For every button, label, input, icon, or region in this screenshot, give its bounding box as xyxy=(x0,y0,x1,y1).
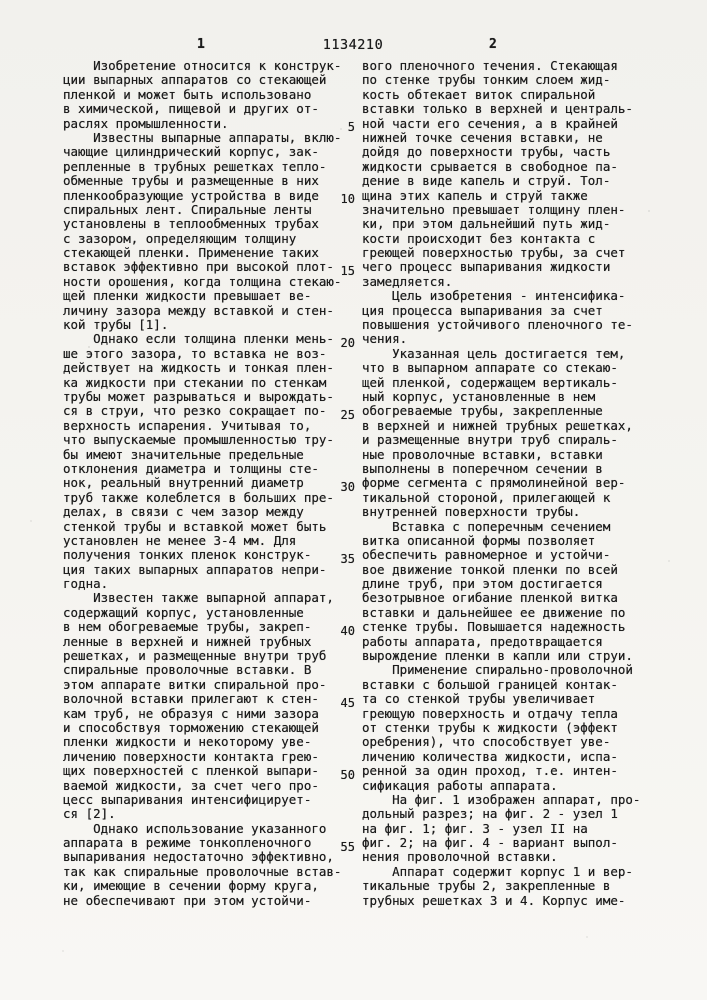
text-line: этом аппарате витки спиральной про- xyxy=(63,676,327,692)
text-line: нения проволочной вставки. xyxy=(362,849,558,865)
text-line: спиральных лент. Спиральные ленты xyxy=(63,201,312,217)
text-line: обеспечить равномерное и устойчи- xyxy=(362,547,611,563)
text-line: выпаривания недостаточно эффективно, xyxy=(63,849,334,865)
text-line: ваемой жидкости, за счет чего про- xyxy=(63,777,319,793)
patent-number: 1134210 xyxy=(322,37,384,53)
text-line: содержащий корпус, установленные xyxy=(63,604,304,620)
text-line: Однако использование указанного xyxy=(63,820,327,836)
text-line: та со стенкой трубы увеличивает xyxy=(362,691,596,707)
text-line: решетках, и размещенные внутри труб xyxy=(63,648,327,664)
text-line: и способствуя торможению стекающей xyxy=(63,719,319,735)
text-line: ся [2]. xyxy=(63,806,116,822)
text-line: по стенке трубы тонким слоем жид- xyxy=(362,72,611,88)
text-line: вставок эффективно при высокой плот- xyxy=(63,259,334,275)
text-line: волочной вставки прилегают к стен- xyxy=(63,691,319,707)
text-line: вого пленочного течения. Стекающая xyxy=(362,58,618,73)
text-line: ки, при этом дальнейший путь жид- xyxy=(362,216,611,232)
text-line: внутренней поверхности трубы. xyxy=(362,504,581,520)
text-line: годна. xyxy=(63,576,109,592)
text-line: ция процесса выпаривания за счет xyxy=(362,302,603,318)
text-line: форме сегмента с прямолинейной вер- xyxy=(362,475,626,491)
text-line: Цель изобретения - интенсифика- xyxy=(362,288,626,304)
text-line: витка описанной формы позволяет xyxy=(362,532,596,548)
line-number: 25 xyxy=(340,407,355,422)
text-line: Однако если толщина пленки мень- xyxy=(63,331,334,347)
text-line: бы имеют значительные предельные xyxy=(63,446,304,462)
text-line: установлены в теплообменных трубах xyxy=(63,216,319,232)
scan-speckles xyxy=(0,0,2,2)
text-line: дольный разрез; на фиг. 2 - узел 1 xyxy=(362,806,618,822)
text-line: спиральные проволочные вставки. В xyxy=(63,662,312,678)
text-line: отклонения диаметра и толщины сте- xyxy=(63,460,319,476)
text-line: обменные трубы и размещенные в них xyxy=(63,173,319,189)
text-line: ше этого зазора, то вставка не воз- xyxy=(63,345,327,361)
line-number: 35 xyxy=(340,551,355,566)
text-line: обогреваемые трубы, закрепленные xyxy=(362,403,603,419)
text-line: ный корпус, установленные в нем xyxy=(362,388,596,404)
line-number: 20 xyxy=(340,335,355,350)
text-line: трубы может разрываться и вырождать- xyxy=(63,388,334,404)
text-line: Указанная цель достигается тем, xyxy=(362,345,626,361)
column-number-right: 2 xyxy=(489,37,497,52)
text-line: вырождение пленки в капли или струи. xyxy=(362,648,633,664)
text-line: раслях промышленности. xyxy=(63,115,229,131)
text-line: щей пленкой, содержащем вертикаль- xyxy=(362,374,618,390)
text-line: ции выпарных аппаратов со стекающей xyxy=(63,72,327,88)
text-line: с зазором, определяющим толщину xyxy=(63,230,297,246)
text-line: Применение спирально-проволочной xyxy=(362,662,633,678)
text-line: верхность испарения. Учитывая то, xyxy=(63,417,312,433)
text-line: кость обтекает виток спиральной xyxy=(362,86,596,102)
line-number: 50 xyxy=(340,767,355,782)
line-number: 40 xyxy=(340,623,355,638)
text-line: кости происходит без контакта с xyxy=(362,230,596,246)
line-number: 5 xyxy=(347,119,355,134)
text-line: щих поверхностей с пленкой выпари- xyxy=(63,763,319,779)
text-line: ности орошения, когда толщина стекаю- xyxy=(63,273,342,289)
text-line: фиг. 2; на фиг. 4 - вариант выпол- xyxy=(362,835,618,851)
text-line: Аппарат содержит корпус 1 и вер- xyxy=(362,863,633,879)
text-line: греющую поверхность и отдачу тепла xyxy=(362,705,618,721)
text-line: работы аппарата, предотвращается xyxy=(362,633,603,649)
text-line: тикальные трубы 2, закрепленные в xyxy=(362,878,611,894)
text-line: репленные в трубных решетках тепло- xyxy=(63,158,327,174)
text-line: греющей поверхностью трубы, за счет xyxy=(362,245,626,261)
text-line: ся в струи, что резко сокращает по- xyxy=(63,403,327,419)
text-line: замедляется. xyxy=(362,273,453,289)
text-line: так как спиральные проволочные встав- xyxy=(63,863,342,879)
text-line: чего процесс выпаривания жидкости xyxy=(362,259,611,275)
text-line: щей пленки жидкости превышает ве- xyxy=(63,288,312,304)
text-line: вставки только в верхней и централь- xyxy=(362,101,633,117)
text-line: значительно превышает толщину плен- xyxy=(362,201,626,217)
text-line: ленные в верхней и нижней трубных xyxy=(63,633,312,649)
text-line: пленки жидкости и некоторому уве- xyxy=(63,734,312,750)
text-line: вставки и дальнейшее ее движение по xyxy=(362,604,626,620)
text-line: Вставка с поперечным сечением xyxy=(362,518,611,534)
column-number-left: 1 xyxy=(197,37,205,52)
text-line: ция таких выпарных аппаратов непри- xyxy=(63,561,327,577)
column-left xyxy=(63,58,342,908)
text-line: кам труб, не образуя с ними зазора xyxy=(63,705,319,721)
text-line: от стенки трубы к жидкости (эффект xyxy=(362,719,618,735)
text-line: Изобретение относится к конструк- xyxy=(63,58,342,73)
text-line: получения тонких пленок конструк- xyxy=(63,547,312,563)
text-line: установлен не менее 3-4 мм. Для xyxy=(63,532,297,548)
text-line: действует на жидкость и тонкая плен- xyxy=(63,360,334,376)
line-number: 30 xyxy=(340,479,355,494)
text-line: пленкой и может быть использовано xyxy=(63,86,312,102)
text-line: что в выпарном аппарате со стекаю- xyxy=(362,360,618,376)
text-line: трубных решетках 3 и 4. Корпус име- xyxy=(362,892,626,908)
text-line: стекающей пленки. Применение таких xyxy=(63,245,319,261)
text-line: ренной за один проход, т.е. интен- xyxy=(362,763,618,779)
text-line: на фиг. 1; фиг. 3 - узел II на xyxy=(362,820,588,836)
text-line: оребрения), что способствует уве- xyxy=(362,734,611,750)
text-line: сификация работы аппарата. xyxy=(362,777,558,793)
text-line: щина этих капель и струй также xyxy=(362,187,588,203)
text-line: ные проволочные вставки, вставки xyxy=(362,446,603,462)
text-line: в химической, пищевой и других от- xyxy=(63,101,319,117)
text-line: длине труб, при этом достигается xyxy=(362,576,603,592)
text-line: личению количества жидкости, испа- xyxy=(362,748,618,764)
text-line: аппарата в режиме тонкопленочного xyxy=(63,835,312,851)
text-line: цесс выпаривания интенсифицирует- xyxy=(63,791,312,807)
text-line: стенке трубы. Повышается надежность xyxy=(362,619,626,635)
text-line: не обеспечивают при этом устойчи- xyxy=(63,892,312,908)
text-line: чающие цилиндрический корпус, зак- xyxy=(63,144,319,160)
text-line: ка жидкости при стекании по стенкам xyxy=(63,374,327,390)
line-number: 45 xyxy=(340,695,355,710)
text-line: в верхней и нижней трубных решетках, xyxy=(362,417,633,433)
line-number: 55 xyxy=(340,839,355,854)
text-line: вставки с большой границей контак- xyxy=(362,676,618,692)
line-number: 10 xyxy=(340,191,355,206)
text-line: повышения устойчивого пленочного те- xyxy=(362,317,633,333)
text-line: выполнены в поперечном сечении в xyxy=(362,460,603,476)
text-line: Известен также выпарной аппарат, xyxy=(63,590,334,606)
text-line: кой трубы [1]. xyxy=(63,317,169,333)
text-line: стенкой трубы и вставкой может быть xyxy=(63,518,327,534)
text-line: личину зазора между вставкой и стен- xyxy=(63,302,334,318)
text-line: вое движение тонкой пленки по всей xyxy=(362,561,618,577)
text-line: На фиг. 1 изображен аппарат, про- xyxy=(362,791,641,807)
text-line: труб также колеблется в больших пре- xyxy=(63,489,334,505)
text-line: ки, имеющие в сечении форму круга, xyxy=(63,878,319,894)
text-line: чения. xyxy=(362,331,408,347)
text-line: безотрывное огибание пленкой витка xyxy=(362,590,618,606)
text-line: и размещенные внутри труб спираль- xyxy=(362,432,618,448)
text-line: делах, в связи с чем зазор между xyxy=(63,504,304,520)
text-line: пленкообразующие устройства в виде xyxy=(63,187,319,203)
line-number: 15 xyxy=(340,263,355,278)
text-line: ной части его сечения, а в крайней xyxy=(362,115,618,131)
text-line: в нем обогреваемые трубы, закреп- xyxy=(63,619,312,635)
text-line: что выпускаемые промышленностью тру- xyxy=(63,432,334,448)
text-line: личению поверхности контакта грею- xyxy=(63,748,319,764)
text-line: нижней точке сечения вставки, не xyxy=(362,129,603,145)
text-line: жидкости срывается в свободное па- xyxy=(362,158,618,174)
text-line: дойдя до поверхности трубы, часть xyxy=(362,144,611,160)
text-line: дение в виде капель и струй. Тол- xyxy=(362,173,611,189)
column-right xyxy=(362,58,641,908)
text-line: Известны выпарные аппараты, вклю- xyxy=(63,129,342,145)
text-line: нок, реальный внутренний диаметр xyxy=(63,475,304,491)
text-line: тикальной стороной, прилегающей к xyxy=(362,489,611,505)
